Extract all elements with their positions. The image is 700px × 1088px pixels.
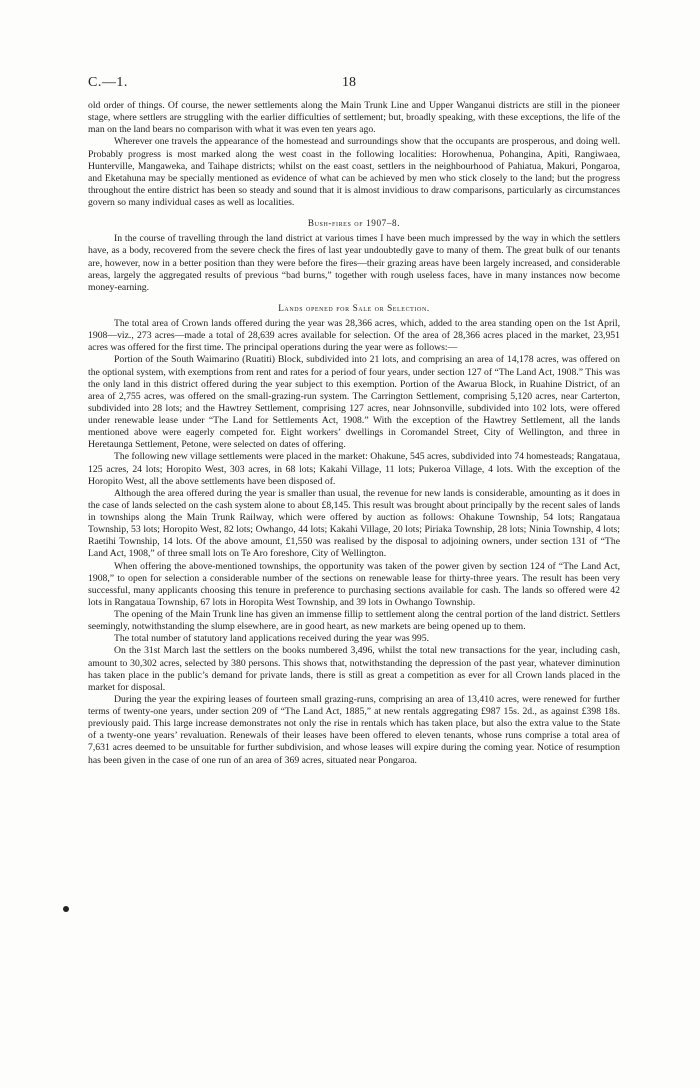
document-body xyxy=(88,100,620,767)
section-heading-text: Lands opened for Sale or Selection. xyxy=(278,302,430,313)
paragraph: Although the area offered during the year is smaller than usual, the revenue for new lands is considerable, amounting as it does in the case of lands selected on the cash system alone to about £8,145. This result was brought about principally by the recent sales of lands in townships along the Main Trunk Railway, which were offered by auction as follows: Ohakune Township, 54 lots; Rangataua Township, 53 lots; Horopito West, 82 lots; Owhango, 44 lots; Kakahi Village, 20 lots; Piriaka Township, 28 lots; Ninia Township, 4 lots; Raetihi Township, 14 lots. Of the above amount, £1,550 was realised by the disposal to adjoining owners, under section 131 of “The Land Act, 1908,” of three small lots on Te Aro foreshore, City of Wellington. xyxy=(88,487,620,560)
paragraph: On the 31st March last the settlers on the books numbered 3,496, whilst the total new transactions for the year, including cash, amount to 30,302 acres, selected by 380 persons. This shows that, notwithstanding the depression of the past year, whatever diminution has taken place in the public’s demand for private lands, there is still as great a competition as ever for all Crown lands placed in the market for disposal. xyxy=(88,645,620,693)
paragraph: old order of things. Of course, the newer settlements along the Main Trunk Line and Upper Wanganui districts are still in the pioneer stage, where settlers are struggling with the earlier difficulties of settlement; but, broadly speaking, with these exceptions, the life of the man on the land bears no comparison with what it was even ten years ago. xyxy=(88,100,620,136)
page-number: 18 xyxy=(342,75,356,90)
paragraph: When offering the above-mentioned townships, the opportunity was taken of the power given by section 124 of “The Land Act, 1908,” to open for selection a considerable number of the sections on renewable lease for thirty-three years. The result has been very successful, many applicants choosing this tenure in preference to purchasing sections available for cash. The lands so offered were 42 lots in Rangataua Township, 67 lots in Horopita West Township, and 39 lots in Owhango Township. xyxy=(88,560,620,608)
margin-mark xyxy=(63,906,69,912)
document-reference: C.—1. xyxy=(88,75,128,90)
paragraph: The total number of statutory land applications received during the year was 995. xyxy=(114,633,430,645)
section-heading-lands xyxy=(88,302,620,314)
paragraph: In the course of travelling through the land district at various times I have been much impressed by the way in which the settlers have, as a body, recovered from the severe check the fires of last year undoubtedly gave to many of them. The great bulk of our tenants are, however, now in a better position than they were before the fires—their grazing areas have been largely increased, and considerable areas, largely the aggregated results of previous “bad burns,” together with rough useless faces, have in many instances now become money-earning. xyxy=(88,233,620,293)
paragraph: Portion of the South Waimarino (Ruatiti) Block, subdivided into 21 lots, and comprising an area of 14,178 acres, was offered on the optional system, with exemptions from rent and rates for a period of four years, under section 127 of “The Land Act, 1908.” This was the only land in this district offered during the year subject to this exemption. Portion of the Awarua Block, in Ruahine District, of an area of 2,755 acres, was offered on the small-grazing-run system. The Carrington Settlement, comprising 5,120 acres, near Carterton, subdivided into 28 lots; and the Hawtrey Settlement, comprising 127 acres, near Johnsonville, subdivided into 102 lots, were offered under renewable lease under “The Land for Settlements Act, 1908.” With the exception of the Hawtrey Settlement, all the lands mentioned above were eagerly competed for. Eight workers’ dwellings in Coromandel Street, City of Wellington, and three in Heretaunga Settlement, Petone, were selected on dates of offering. xyxy=(88,354,620,451)
section-heading-bushfires xyxy=(88,217,620,229)
paragraph: During the year the expiring leases of fourteen small grazing-runs, comprising an area of 13,410 acres, were renewed for further terms of twenty-one years, under section 209 of “The Land Act, 1885,” at new rentals aggregating £987 15s. 2d., as against £398 18s. previously paid. This large increase demonstrates not only the rise in rentals which has taken place, but also the extra value to the State of a twenty-one years’ revaluation. Renewals of their leases have been offered to eleven tenants, whose runs comprise a total area of 7,631 acres deemed to be unsuitable for further subdivision, and whose leases will expire during the coming year. Notice of resumption has been given in the case of one run of an area of 369 acres, situated near Pongaroa. xyxy=(88,693,620,766)
paragraph: The opening of the Main Trunk line has given an immense fillip to settlement along the central portion of the land district. Settlers seemingly, notwithstanding the slump elsewhere, are in good heart, as new markets are being opened up to them. xyxy=(88,609,620,633)
paragraph: Wherever one travels the appearance of the homestead and surroundings show that the occupants are prosperous, and doing well. Probably progress is most marked along the west coast in the following localities: Horowhenua, Pohangina, Apiti, Rangiwaea, Hunterville, Mangaweka, and Taihape districts; whilst on the east coast, settlers in the neighbourhood of Pahiatua, Makuri, Pongaroa, and Eketahuna may be specially mentioned as evidence of what can be achieved by men who stick closely to the land; but the progress throughout the entire district has been so steady and sound that it is almost invidious to draw comparisons, particularly as circumstances govern so many individual cases as well as localities. xyxy=(88,136,620,208)
section-heading-text: Bush-fires of 1907–8. xyxy=(307,218,401,229)
paragraph: The following new village settlements were placed in the market: Ohakune, 545 acres, subdivided into 74 homesteads; Rangataua, 125 acres, 24 lots; Horopito West, 303 acres, in 68 lots; Kakahi Village, 11 lots; Pukeroa Village, 4 lots. With the exception of the Horopito West, all the above settlements have been disposed of. xyxy=(88,451,620,487)
paragraph: The total area of Crown lands offered during the year was 28,366 acres, which, added to the area standing open on the 1st April, 1908—viz., 273 acres—made a total of 28,639 acres available for selection. Of the area of 28,366 acres placed in the market, 23,951 acres was offered for the first time. The principal operations during the year were as follows:— xyxy=(88,318,620,354)
